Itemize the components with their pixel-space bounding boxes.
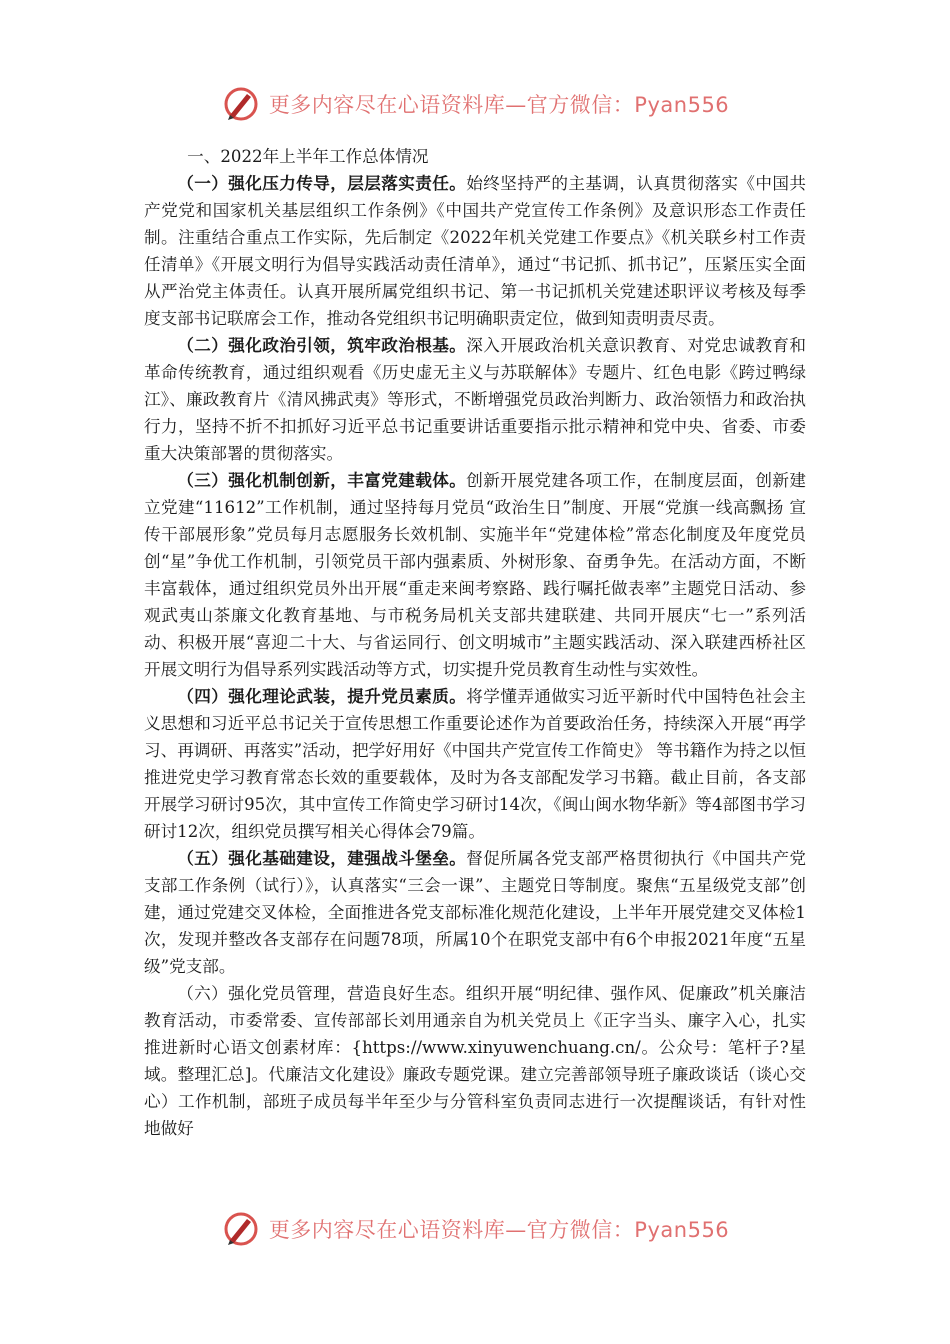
paragraph-lead: （二）强化政治引领，筑牢政治根基。: [177, 335, 467, 355]
watermark-text: 更多内容尽在心语资料库—官方微信：Pyan556: [268, 93, 730, 117]
paragraph-5: [144, 845, 806, 980]
pen-circle-logo-icon: [221, 1209, 261, 1249]
paragraph-text: 创新开展党建各项工作，在制度层面，创新建立党建“11612”工作机制，通过坚持每月党员“政治生日”制度、开展“党旗一线高飘扬 宣传干部展形象”党员每月志愿服务长效机制、实施半年“党建体检”常态化制度及年度党员创“星”争优工作机制，引领党员干部内强素质、外树形象、奋勇争先。在活动方面，不断丰富载体，通过组织党员外出开展“重走来闽考察路、践行嘱托做表率”主题党日活动、参观武夷山茶廉文化教育基地、与市税务局机关支部共建联建、共同开展庆“七一”系列活动、积极开展“喜迎二十大、与省运同行、创文明城市”主题实践活动、深入联建西桥社区开展文明行为倡导系列实践活动等方式，切实提升党员教育生动性与实效性。: [144, 471, 807, 679]
paragraph-lead: （四）强化理论武装，提升党员素质。: [177, 686, 467, 706]
pen-circle-logo-icon: [221, 84, 261, 124]
paragraph-text: （六）强化党员管理，营造良好生态。组织开展“明纪律、强作风、促廉政”机关廉洁教育活动，市委常委、宣传部部长刘用通亲自为机关党员上《正字当头、廉字入心，扎实推进新时心语文创素材库：{https://www.xinyuwenchuang.cn/。公众号：笔杆子?星域。整理汇总]。代廉洁文化建设》廉政专题党课。建立完善部领导班子廉政谈话（谈心交心）工作机制，部班子成员每半年至少与分管科室负责同志进行一次提醒谈话，有针对性地做好: [144, 984, 806, 1138]
paragraph-1: [144, 170, 806, 332]
paragraph-6: [144, 980, 806, 1142]
document-body: [144, 143, 806, 1142]
paragraph-lead: （三）强化机制创新，丰富党建载体。: [177, 470, 467, 490]
paragraph-lead: （一）强化压力传导，层层落实责任。: [177, 173, 467, 193]
paragraph-3: [144, 467, 806, 683]
paragraph-lead: （五）强化基础建设，建强战斗堡垒。: [177, 848, 467, 868]
section-heading: 一、2022年上半年工作总体情况: [187, 147, 429, 166]
paragraph-text: 始终坚持严的主基调，认真贯彻落实《中国共产党党和国家机关基层组织工作条例》《中国共产党宣传工作条例》及意识形态工作责任制。注重结合重点工作实际，先后制定《2022年机关党建工作要点》《机关联乡村工作责任清单》《开展文明行为倡导实践活动责任清单》，通过“书记抓、抓书记”，压紧压实全面从严治党主体责任。认真开展所属党组织书记、第一书记抓机关党建述职评议考核及每季度支部书记联席会工作，推动各党组织书记明确职责定位，做到知责明责尽责。: [144, 174, 807, 328]
paragraph-2: [144, 332, 806, 467]
paragraph-4: [144, 683, 806, 845]
paragraph-text: 将学懂弄通做实习近平新时代中国特色社会主义思想和习近平总书记关于宣传思想工作重要论述作为首要政治任务，持续深入开展“再学习、再调研、再落实”活动，把学好用好《中国共产党宣传工作简史》 等书籍作为持之以恒推进党史学习教育常态长效的重要载体，及时为各支部配发学习书籍。截止目前，各支部开展学习研讨95次，其中宣传工作简史学习研讨14次，《闽山闽水物华新》等4部图书学习研讨12次，组织党员撰写相关心得体会79篇。: [144, 687, 807, 841]
header-watermark-banner: [0, 82, 950, 126]
watermark-text: 更多内容尽在心语资料库—官方微信：Pyan556: [268, 1218, 730, 1242]
footer-watermark-banner: [0, 1207, 950, 1251]
paragraph-text: 督促所属各党支部严格贯彻执行《中国共产党支部工作条例（试行）》，认真落实“三会一课”、主题党日等制度。聚焦“五星级党支部”创建，通过党建交叉体检，全面推进各党支部标准化规范化建设，上半年开展党建交叉体检1次，发现并整改各支部存在问题78项，所属10个在职党支部中有6个申报2021年度“五星级”党支部。: [144, 849, 807, 976]
paragraph-text: 深入开展政治机关意识教育、对党忠诚教育和革命传统教育，通过组织观看《历史虚无主义与苏联解体》专题片、红色电影《跨过鸭绿江》、廉政教育片《清风拂武夷》等形式，不断增强党员政治判断力、政治领悟力和政治执行力，坚持不折不扣抓好习近平总书记重要讲话重要指示批示精神和党中央、省委、市委重大决策部署的贯彻落实。: [144, 336, 807, 463]
